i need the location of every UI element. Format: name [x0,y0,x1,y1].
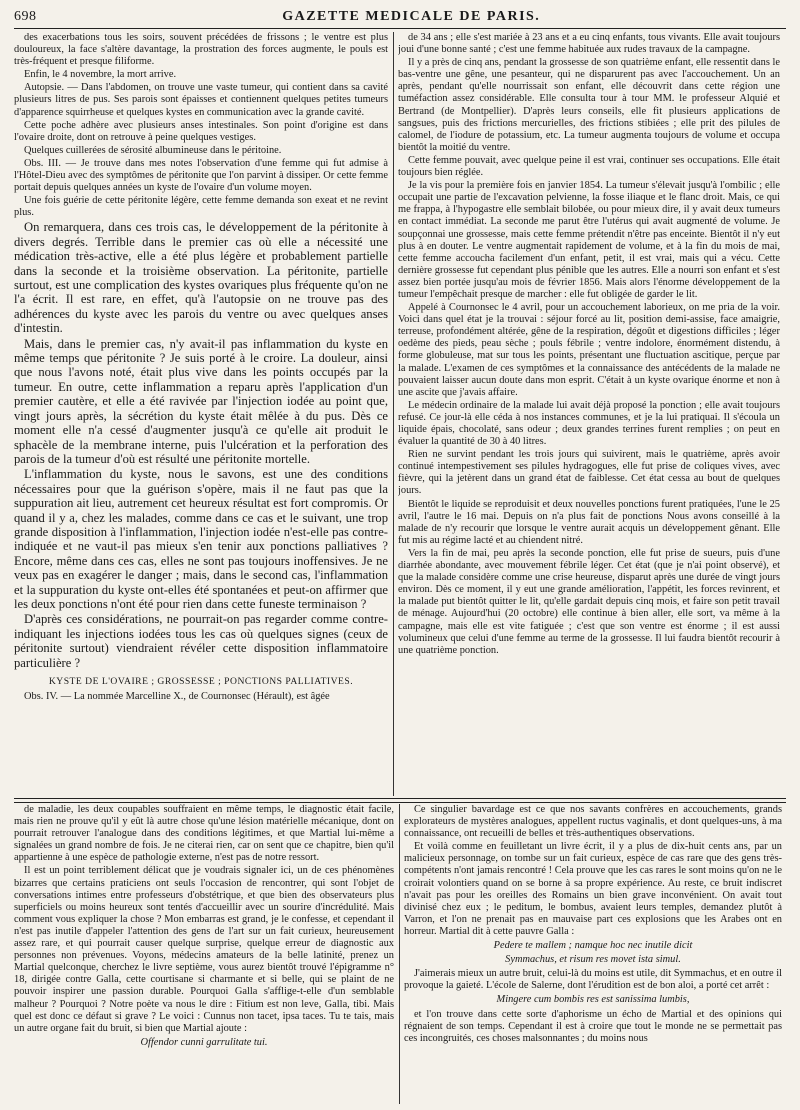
paragraph: Rien ne survint pendant les trois jours qui suivirent, mais le quatrième, après avoir continué intempestivement ses pilules hydragogues, elle fut prise de coliques vives, avec fièvre, qui la jetèrent dans un grand état de faiblesse. Cet état cessa au bout de quelques jours. [398,449,780,497]
paragraph: Enfin, le 4 novembre, la mort arrive. [24,69,177,81]
journal-title: GAZETTE MEDICALE DE PARIS. [282,9,541,24]
paragraph: Vers la fin de mai, peu après la seconde ponction, elle fut prise de sueurs, puis d'une diarrhée abondante, avec mouvement fébrile léger. Cet état (que je n'ai point observé), et que la malade considère comme une crise heureuse, disparut après une durée de vingt jours environ. Dès ce moment, il y eut une grande amélioration, l'appétit, les forces revinrent, et la malade put bientôt quitter le lit, qu'elle gardait depuis cinq mois, et faire son petit travail de ménage. Aujourd'hui (20 octobre) elle continue à bien aller, elle sort, va même à la campagne, mais elle est vite fatiguée ; c'est que son ventre est énorme ; il est aussi volumineux que celui d'une femme au terme de la grossesse. Il lui faudra bientôt recourir à une quatrième ponction. [398,547,780,656]
feuilleton-separator [14,798,786,803]
paragraph: Appelé à Cournonsec le 4 avril, pour un accouchement laborieux, on me pria de la voir. Voici dans quel état je la trouvai : séjour forcé au lit, position demi-assise, face amaigrie, terreuse, profondément altérée, gêne de la respiration, dégoût et digestions difficiles ; léger oedème des pieds, peau sèche ; pouls fébrile ; ventre indolore, énormément distendu, à forme globuleuse, mat sur tous les points, présentant une fluctuation ascitique, perçue par la malade. L'examen de ces symptômes et la connaissance des antécédents de la malade ne pouvaient laisser aucun doute dans mon esprit. C'était à un kyste ovarique énorme et non à une ascite que j'avais affaire. [398,302,780,398]
column-bottom-right [404,804,782,1104]
paragraph: Une fois guérie de cette péritonite légère, cette femme demanda son exeat et ne revint plus. [14,195,388,219]
latin-quote: Mingere cum bombis res est sanissima lumbis, [496,994,690,1006]
page-number: 698 [14,9,37,24]
paragraph: Autopsie. — Dans l'abdomen, on trouve une vaste tumeur, qui contient dans sa cavité plusieurs litres de pus. Ses parois sont épaisses et contiennent quelques petites tumeurs d'apparence squirrheuse et quelques kystes en communication avec la grande cavité. [14,82,388,118]
paragraph: Obs. IV. — La nommée Marcelline X., de Cournonsec (Hérault), est âgée [24,691,330,703]
paragraph: de 34 ans ; elle s'est mariée à 23 ans et a eu cinq enfants, tous vivants. Elle avait toujours joui d'une bonne santé ; c'est une femme habituée aux rudes travaux de la campagne. [398,32,780,56]
latin-quote: Symmachus, et risum res movet ista simul. [505,954,681,966]
paragraph: Bientôt le liquide se reproduisit et deux nouvelles ponctions furent pratiquées, l'une le 25 avril, l'autre le 16 mai. Depuis on n'a plus fait de ponctions Nous avons conseillé à la malade de n'y recourir que lorsque le ventre aurait acquis un développement gênant. Elle fut mis au régime lacté et au chiendent nitré. [398,498,780,546]
paragraph: Obs. III. — Je trouve dans mes notes l'observation d'une femme qui fut admise à l'Hôtel-Dieu avec des symptômes de péritonite que l'on parvint à dissiper. Or cette femme portait depuis quelques années un kyste de l'ovaire d'un volume moyen. [14,157,388,194]
paragraph: Je la vis pour la première fois en janvier 1854. La tumeur s'élevait jusqu'à l'ombilic ; elle occupait une partie de l'excavation pelvienne, la fosse iliaque et le flanc droit. Mais, ce qui me frappa, à l'hypogastre elle semblait bilobée, ou pour mieux dire, il y avait deux tumeurs en contact immédiat. La seconde me parut être l'utérus qui avait augmenté de volume. Je soupçonnai une grossesse, mais cette femme prétendit n'être pas enceinte. Bientôt il n'y eut plus à en douter. Le ventre augmentait rapidement de volume, et à la fin du mois de mai, cette femme accoucha facilement d'un enfant, petit, il est vrai, mais qui a vécu. Cette dernière grossesse fut cependant plus pénible que les autres. Elle a nourri son enfant et s'est assez bien portée jusqu'au mois de février 1856. Mais alors l'énorme développement de la tumeur l'empêchait presque de marcher : elle fut obligée de garder le lit. [398,180,780,300]
paragraph: des exacerbations tous les soirs, souvent précédées de frissons ; le ventre est plus douloureux, la face s'altère davantage, la prostration des forces augmente, le pouls est très-fréquent et presque filiforme. [14,32,388,68]
column-right-top [398,32,780,796]
paragraph: Ce singulier bavardage est ce que nos savants confrères en accouchements, grands explorateurs de mystères analogues, appellent ructus vaginalis, et dont quelques-uns, à ma connaissance, ont recueilli de belles et très-authentiques observations. [404,804,782,840]
paragraph: Mais, dans le premier cas, n'y avait-il pas inflammation du kyste en même temps que péritonite ? Je suis porté à le croire. La douleur, ainsi que nous l'avons noté, était plus vive dans les points occupés par la tumeur. En outre, cette inflammation a reparu après l'application d'un premier cautère, et elle a été ravivée par l'injection iodée au point que, vingt jours après, la sécrétion du kyste était mêlée à du pus. Dès ce moment elle n'a cessé d'augmenter jusqu'à ce qu'elle ait produit le sphacèle de la membrane interne, puis l'ulcération et la perforation des parois de la tumeur d'où est résulté une péritonite mortelle. [14,336,388,466]
paragraph: L'inflammation du kyste, nous le savons, est une des conditions nécessaires pour que la guérison s'opère, mais il ne faut pas que la suppuration ait lieu, autrement cet heureux résultat est fort compromis. Or quand il y a, chez les malades, comme dans ce cas et le suivant, une trop grande disposition à l'inflammation, l'injection iodée n'est-elle pas contre-indiquée et ne vaut-il pas mieux s'en tenir aux ponctions palliatives ? Encore, même dans ces cas, elles ne sont pas toujours inoffensives. Je ne veux pas en exagérer le danger ; mais, dans le second cas, l'inflammation et la suppuration du kyste ont-elles été spontanées et peut-on affirmer que les deux ponctions n'ont été pour rien dans cette funeste terminaison ? [14,467,388,611]
column-divider [393,32,394,796]
paragraph: Le médecin ordinaire de la malade lui avait déjà proposé la ponction ; elle avait toujours refusé. Ce jour-là elle céda à nos instances communes, et je la lui pratiquai. Il s'écoula un liquide épais, chocolaté, sans odeur ; deux grandes terrines furent remplies ; on peut en évaluer la quantité de 30 à 40 litres. [398,399,780,448]
paragraph: On remarquera, dans ces trois cas, le développement de la péritonite à divers degrés. Terrible dans le premier cas où elle a nécessité une médication très-active, elle a été plus légère et probablement partielle dans la seconde et la troisième observation. La péritonite, partielle surtout, est une complication des kystes ovariques plus fréquente qu'on ne l'a écrit. Il est rare, en effet, qu'à l'autopsie on ne trouve pas des adhérences du kyste avec les parois du ventre ou avec quelques anses d'intestin. [14,220,388,336]
column-left-top [14,32,388,796]
page-header [14,6,786,29]
paragraph: Il est un point terriblement délicat que je voudrais signaler ici, un de ces phénomènes bizarres que certains praticiens ont seuls l'occasion de rencontrer, qui sont l'objet de conversations intimes entre professeurs d'obstétrique, et que bien des observateurs plus superficiels ou moins heureux sont tentés d'accueillir avec un sourire d'incrédulité. Mais comment vous expliquer la chose ? Mon embarras est grand, je le confesse, et cependant il n'est pas inutile d'appeler l'attention des gens de l'art sur un fait curieux, heureusement assez rare, et qui pourrait causer quelque surprise, quelque erreur de diagnostic aux personnes non prévenues. Voyons, médecins amateurs de la belle latinité, prenez un Martial quelconque, cherchez le livre septième, vous aurez bientôt trouvé l'épigramme n° 18, dirigée contre Galla, cette courtisane si charmante et si belle, qui se plaint de ne pouvoir inspirer une passion durable. Pourquoi Galla s'afflige-t-elle d'un semblable malheur ? Pourquoi ? Notre poète va nous le dire : Fitium est non leve, Galla, tibi. Mais quel est donc ce défaut si grave ? Le voici : Cunnus non tacet, ipsa taces. Tu te tais, mais un autre organe fait du bruit, si bien que Martial ajoute : [14,865,394,1034]
column-divider [399,804,400,1104]
paragraph: Et voilà comme en feuilletant un livre écrit, il y a plus de dix-huit cents ans, par un malicieux personnage, on tombe sur un fait curieux, espèce de cas rare que des gens très-compétents n'ont jamais rencontré ! Cela prouve que les cas rares le sont moins qu'on ne le croirait volontiers quand on se borne à sa propre expérience. Au reste, ce bruit indiscret n'avait pas pour les oreilles des Romains un bien grave inconvénient. On avait tout divinisé chez eux ; le peditum, le bombus, avaient leurs temples, demandez plutôt à Varron, et l'on ne prenait pas en mauvaise part ces explosions que les Arabes ont en horreur. Martial dit à cette pauvre Galla : [404,841,782,937]
column-bottom-left [14,804,394,1104]
section-title: KYSTE DE L'OVAIRE ; GROSSESSE ; PONCTIONS PALLIATIVES. [48,676,354,687]
paragraph: Quelques cuillerées de sérosité albumineuse dans le péritoine. [24,144,282,156]
latin-quote: Offendor cunni garrulitate tui. [140,1036,268,1048]
paragraph: J'aimerais mieux un autre bruit, celui-là du moins est utile, dit Symmachus, et en outre il provoque la gaieté. L'école de Salerne, dont l'érudition est de bon aloi, a porté cet arrêt : [404,968,782,992]
paragraph: Cette poche adhère avec plusieurs anses intestinales. Son point d'origine est dans l'ovaire droite, dont on retrouve à peine quelques vestiges. [14,119,388,143]
paragraph: et l'on trouve dans cette sorte d'aphorisme un écho de Martial et des opinions qui régnaient de son temps. Cependant il est à croire que tout le monde ne se permettait pas ces incongruités, ces choses malsonnantes ; du moins nous [404,1008,782,1044]
paragraph: Cette femme pouvait, avec quelque peine il est vrai, continuer ses occupations. Elle était toujours bien réglée. [398,154,780,179]
paragraph: de maladie, les deux coupables souffraient en même temps, le diagnostic était facile, mais rien ne prouve qu'il y eût là autre chose qu'une lésion matérielle mécanique, dont on pourrait retrouver l'analogue dans des conditions légitimes, et que Martial lui-même a signalées un grand nombre de fois. Je ne citerai rien, car on sent que ce chapitre, bien qu'il appartienne à une espèce de pathologie externe, n'est pas de notre ressort. [14,804,394,864]
paragraph: D'après ces considérations, ne pourrait-on pas regarder comme contre-indiquant les injections iodées tous les cas où quelques signes (ceux de péritonite surtout) viendraient révéler cette disposition inflammatoire particulière ? [14,612,388,670]
paragraph: Il y a près de cinq ans, pendant la grossesse de son quatrième enfant, elle ressentit dans le bas-ventre une gêne, une pesanteur, qui ne disparurent pas avec l'accouchement. Un an après, pendant qu'elle nourrissait son enfant, elle découvrit dans cette région une tuméfaction assez considérable. Elle consulta tour à tour MM. le professeur Alquié et Bertrand (de Montpellier). D'après leurs conseils, elle fit plusieurs applications de sangsues, puis des frictions mercurielles, des frictions stibiées ; elle prit des pilules de calomel, de l'iodure de potassium, etc. La tumeur augmenta toujours de volume et occupa bientôt la moitié du ventre. [398,57,780,153]
latin-quote: Pedere te mallem ; namque hoc nec inutile dicit [493,940,693,952]
